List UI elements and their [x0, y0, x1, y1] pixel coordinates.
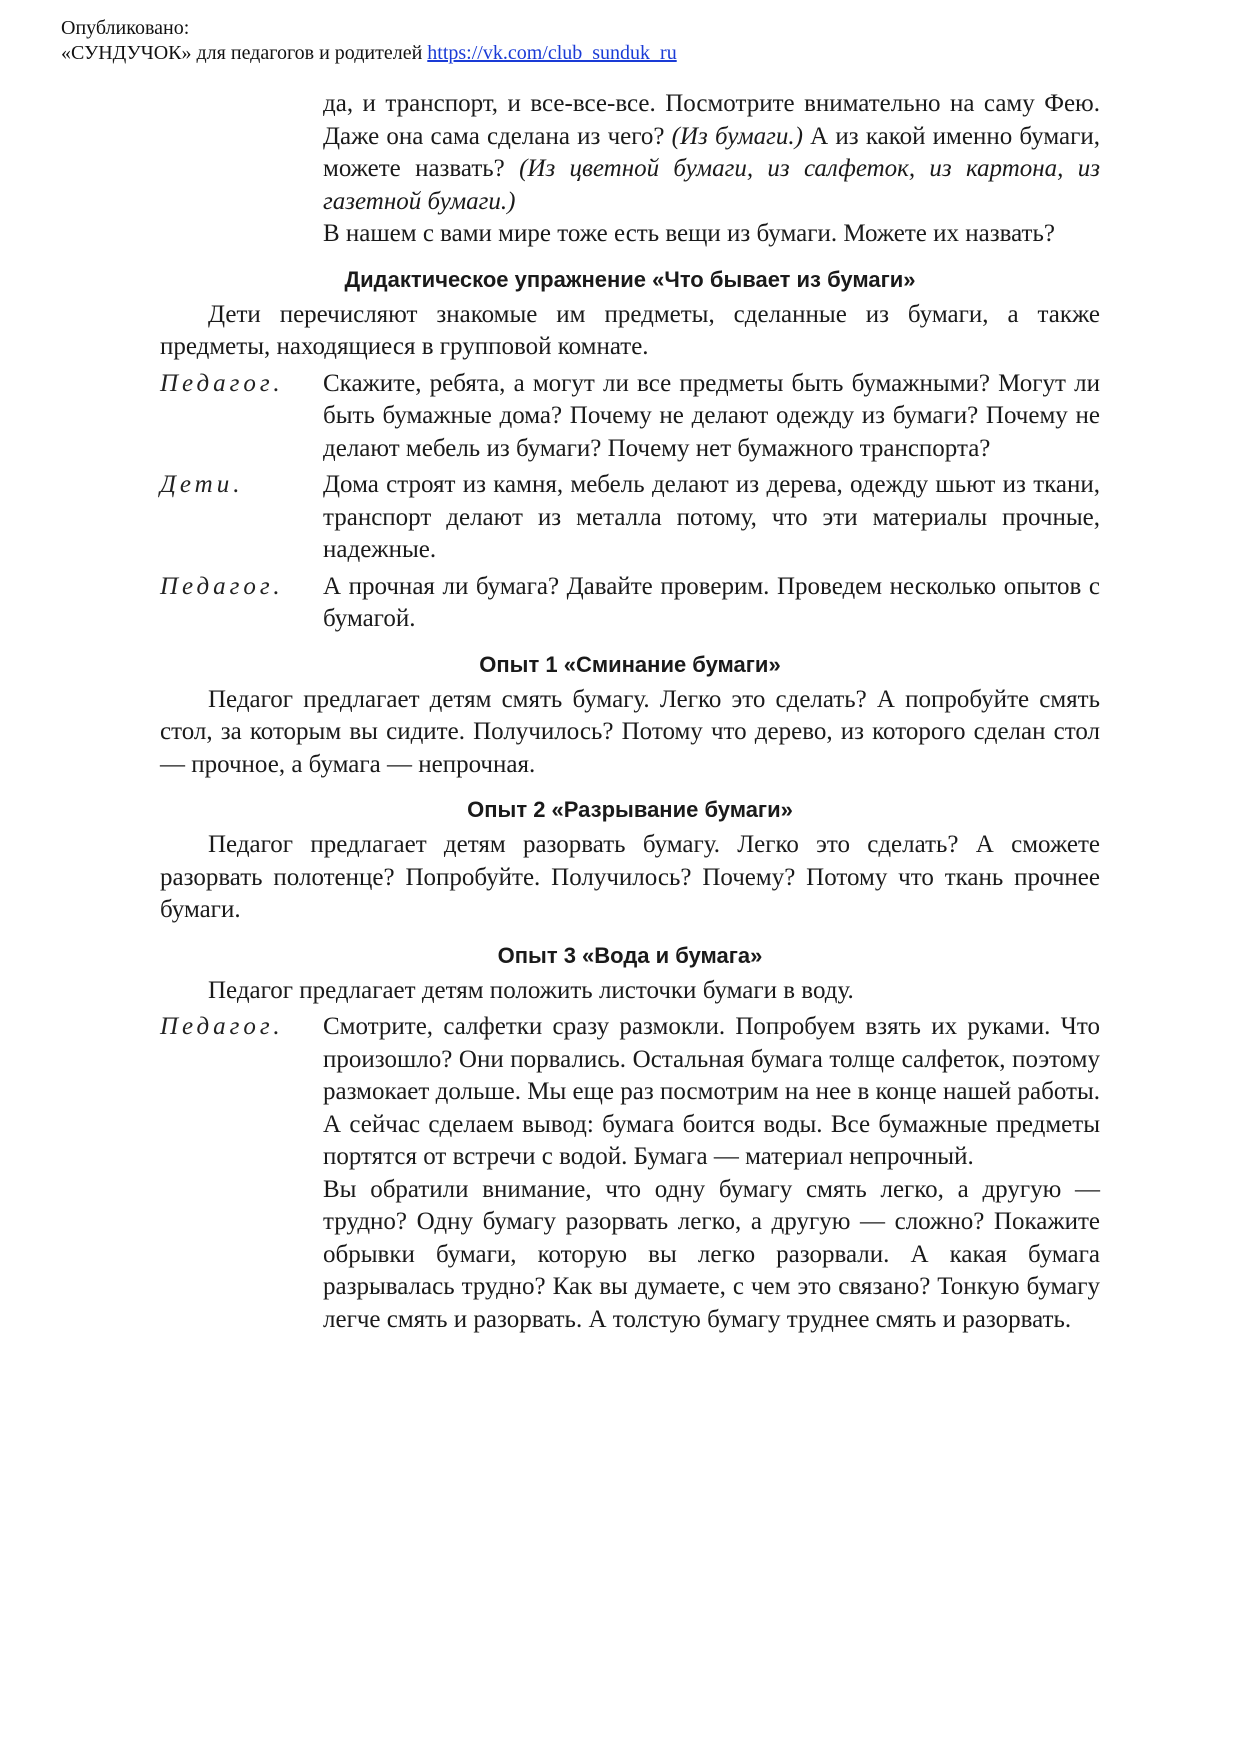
intro-text-a: да, и транспорт, и все-все-все. Посмотрите внимательно на саму Фею. Даже она сама сделана из чего? [323, 90, 1100, 150]
speech-text: Дома строят из камня, мебель делают из дерева, одежду шьют из ткани, транспорт делают из металла потому, что эти материалы прочные, надежные. [323, 471, 1100, 563]
intro-text-c: А из какой именно бумаги, можете назвать? [323, 122, 1100, 182]
dialog-line [160, 368, 1100, 466]
speech-text: А прочная ли бумага? Давайте проверим. Проведем несколько опытов с бумагой. [323, 572, 1100, 632]
section-text-didactic: Дети перечисляют знакомые им предметы, сделанные из бумаги, а также предметы, находящиеся в групповой комнате. [160, 300, 1100, 360]
intro-block [323, 88, 1100, 251]
publication-header [61, 16, 677, 66]
speech-text-2: Вы обратили внимание, что одну бумагу смять легко, а другую — трудно? Одну бумагу разорвать легко, а другую — сложно? Покажите обрывки бумаги, которую вы легко разорвали. А какая бумага разрывалась трудно? Как вы думаете, с чем это связано? Тонкую бумагу легче смять и разорвать. А толстую бумагу труднее смять и разорвать. [323, 1175, 1100, 1333]
dialog-line [160, 571, 1100, 636]
dialog-block-1 [160, 368, 1100, 636]
dialog-line-experiment-3 [160, 1011, 1100, 1336]
experiment-1-text: Педагог предлагает детям смять бумагу. Легко это сделать? А попробуйте смять стол, за которым вы сидите. Получилось? Потому что дерево, из которого сделан стол — прочное, а бумага — непрочная. [160, 685, 1100, 778]
dialog-line [160, 469, 1100, 567]
section-heading-didactic: Дидактическое упражнение «Что бывает из бумаги» [344, 266, 916, 292]
speaker-label: Педагог. [160, 572, 284, 600]
speech-block [323, 1011, 1100, 1336]
experiment-3-text: Педагог предлагает детям положить листочки бумаги в воду. [208, 976, 854, 1004]
speech-text: Скажите, ребята, а могут ли все предметы быть бумажными? Могут ли быть бумажные дома? Почему не делают одежду из бумаги? Почему не делают мебель из бумаги? Почему нет бумажного транспорта? [323, 369, 1100, 462]
speaker-label: Педагог. [160, 1013, 284, 1040]
experiment-1-heading: Опыт 1 «Сминание бумаги» [479, 651, 781, 677]
experiment-2-text: Педагог предлагает детям разорвать бумагу. Легко это сделать? А сможете разорвать полотенце? Попробуйте. Получилось? Почему? Потому что ткань прочнее бумаги. [160, 831, 1100, 923]
publisher-link[interactable]: https://vk.com/club_sunduk_ru [427, 42, 677, 64]
published-label: Опубликовано: [61, 17, 190, 39]
intro-answer-2: (Из цветной бумаги, из салфеток, из картона, из газетной бумаги.) [323, 155, 1100, 215]
document-body [160, 88, 1100, 1336]
intro-answer-1: (Из бумаги.) [671, 122, 803, 150]
experiment-3-heading: Опыт 3 «Вода и бумага» [497, 942, 763, 968]
speaker-label: Педагог. [160, 369, 284, 397]
speaker-label: Дети. [160, 471, 244, 498]
experiment-2-heading: Опыт 2 «Разрывание бумаги» [467, 797, 793, 822]
intro-paragraph-1 [323, 88, 1100, 218]
intro-paragraph-2: В нашем с вами мире тоже есть вещи из бумаги. Можете их назвать? [323, 220, 1055, 247]
publisher-line [61, 41, 677, 66]
speech-text-1: Смотрите, салфетки сразу размокли. Попробуем взять их руками. Что произошло? Они порвались. Остальная бумага толще салфеток, поэтому размокает дольше. Мы еще раз посмотрим на нее в конце нашей работы. А сейчас сделаем вывод: бумага боится воды. Все бумажные предметы портятся от встречи с водой. Бумага — материал непрочный. [323, 1013, 1100, 1170]
publisher-name: «СУНДУЧОК» для педагогов и родителей [61, 42, 428, 64]
